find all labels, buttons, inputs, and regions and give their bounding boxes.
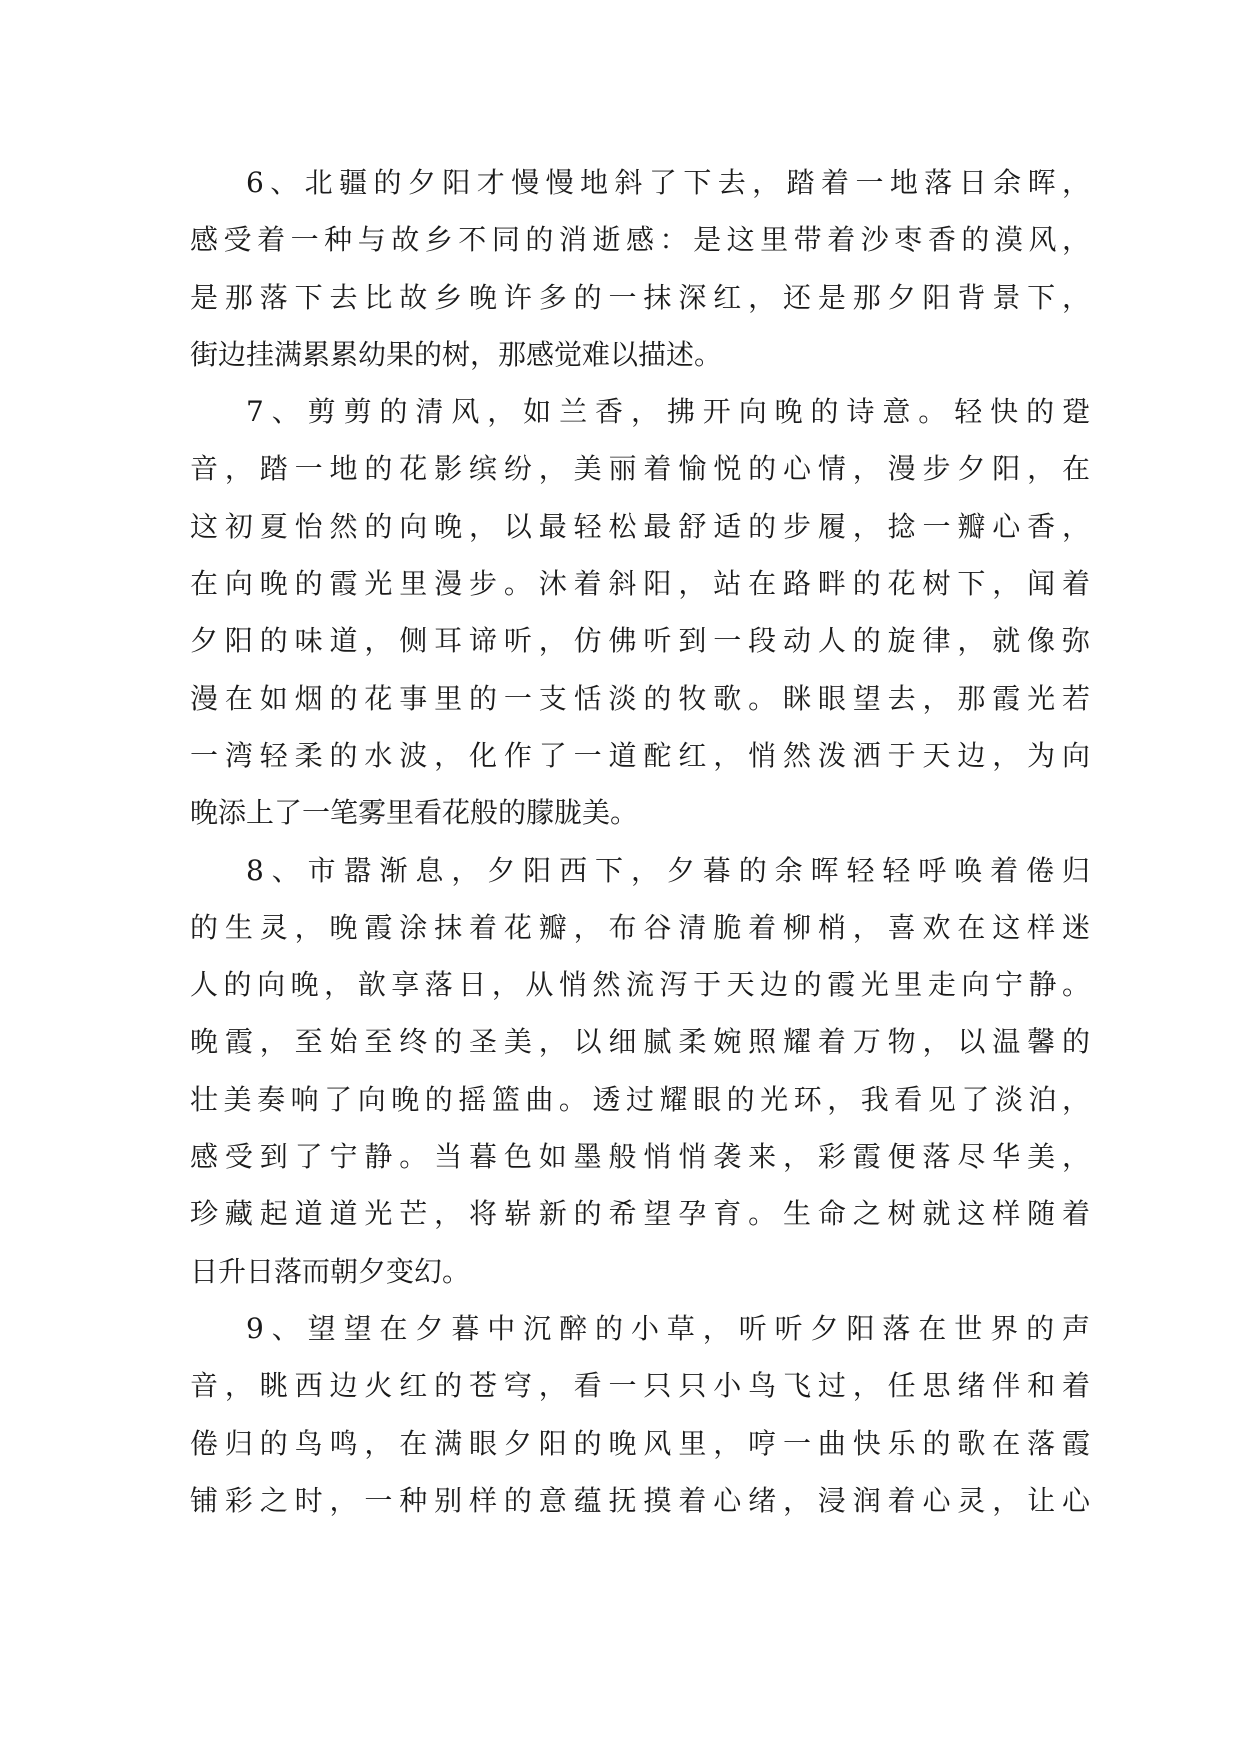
paragraph-8 (190, 842, 1090, 1300)
text-line: 7、剪剪的清风，如兰香，拂开向晚的诗意。轻快的跫 (246, 395, 1090, 429)
text-line: 晚霞，至始至终的圣美，以细腻柔婉照耀着万物，以温馨的 (190, 1025, 1090, 1059)
text-line: 漫在如烟的花事里的一支恬淡的牧歌。眯眼望去，那霞光若 (190, 681, 1090, 715)
text-line: 倦归的鸟鸣，在满眼夕阳的晚风里，哼一曲快乐的歌在落霞 (190, 1426, 1090, 1460)
text-line: 铺彩之时，一种别样的意蕴抚摸着心绪，浸润着心灵，让心 (190, 1483, 1090, 1517)
document-body (190, 154, 1090, 1529)
text-line: 是那落下去比故乡晚许多的一抹深红，还是那夕阳背景下， (190, 280, 1090, 314)
text-line: 音，眺西边火红的苍穹，看一只只小鸟飞过，任思绪伴和着 (190, 1369, 1090, 1403)
text-line: 珍藏起道道光芒，将崭新的希望孕育。生命之树就这样随着 (190, 1197, 1090, 1231)
text-line: 8、市嚣渐息，夕阳西下，夕暮的余晖轻轻呼唤着倦归 (246, 853, 1090, 887)
text-line: 9、望望在夕暮中沉醉的小草，听听夕阳落在世界的声 (246, 1311, 1090, 1345)
text-line: 这初夏怡然的向晚，以最轻松最舒适的步履，捻一瓣心香， (190, 509, 1090, 543)
text-line: 音，踏一地的花影缤纷，美丽着愉悦的心情，漫步夕阳，在 (190, 452, 1090, 486)
text-line: 夕阳的味道，侧耳谛听，仿佛听到一段动人的旋律，就像弥 (190, 624, 1090, 658)
text-line: 人的向晚，歆享落日，从悄然流泻于天边的霞光里走向宁静。 (190, 968, 1090, 1002)
text-line: 感受到了宁静。当暮色如墨般悄悄袭来，彩霞便落尽华美， (190, 1140, 1090, 1174)
text-line: 一湾轻柔的水波，化作了一道酡红，悄然泼洒于天边，为向 (190, 738, 1090, 772)
text-line: 6、北疆的夕阳才慢慢地斜了下去，踏着一地落日余晖， (246, 166, 1090, 199)
text-line: 的生灵，晚霞涂抹着花瓣，布谷清脆着柳梢，喜欢在这样迷 (190, 910, 1090, 944)
text-line: 晚添上了一笔雾里看花般的朦胧美。 (190, 796, 639, 830)
text-line: 在向晚的霞光里漫步。沐着斜阳，站在路畔的花树下，闻着 (190, 567, 1090, 601)
paragraph-9 (190, 1300, 1090, 1529)
text-line: 街边挂满累累幼果的树，那感觉难以描述。 (190, 337, 723, 371)
text-line: 感受着一种与故乡不同的消逝感：是这里带着沙枣香的漠风， (190, 223, 1090, 257)
paragraph-6 (190, 154, 1090, 383)
paragraph-7 (190, 383, 1090, 841)
text-line: 壮美奏响了向晚的摇篮曲。透过耀眼的光环，我看见了淡泊， (190, 1082, 1090, 1116)
text-line: 日升日落而朝夕变幻。 (190, 1254, 471, 1288)
